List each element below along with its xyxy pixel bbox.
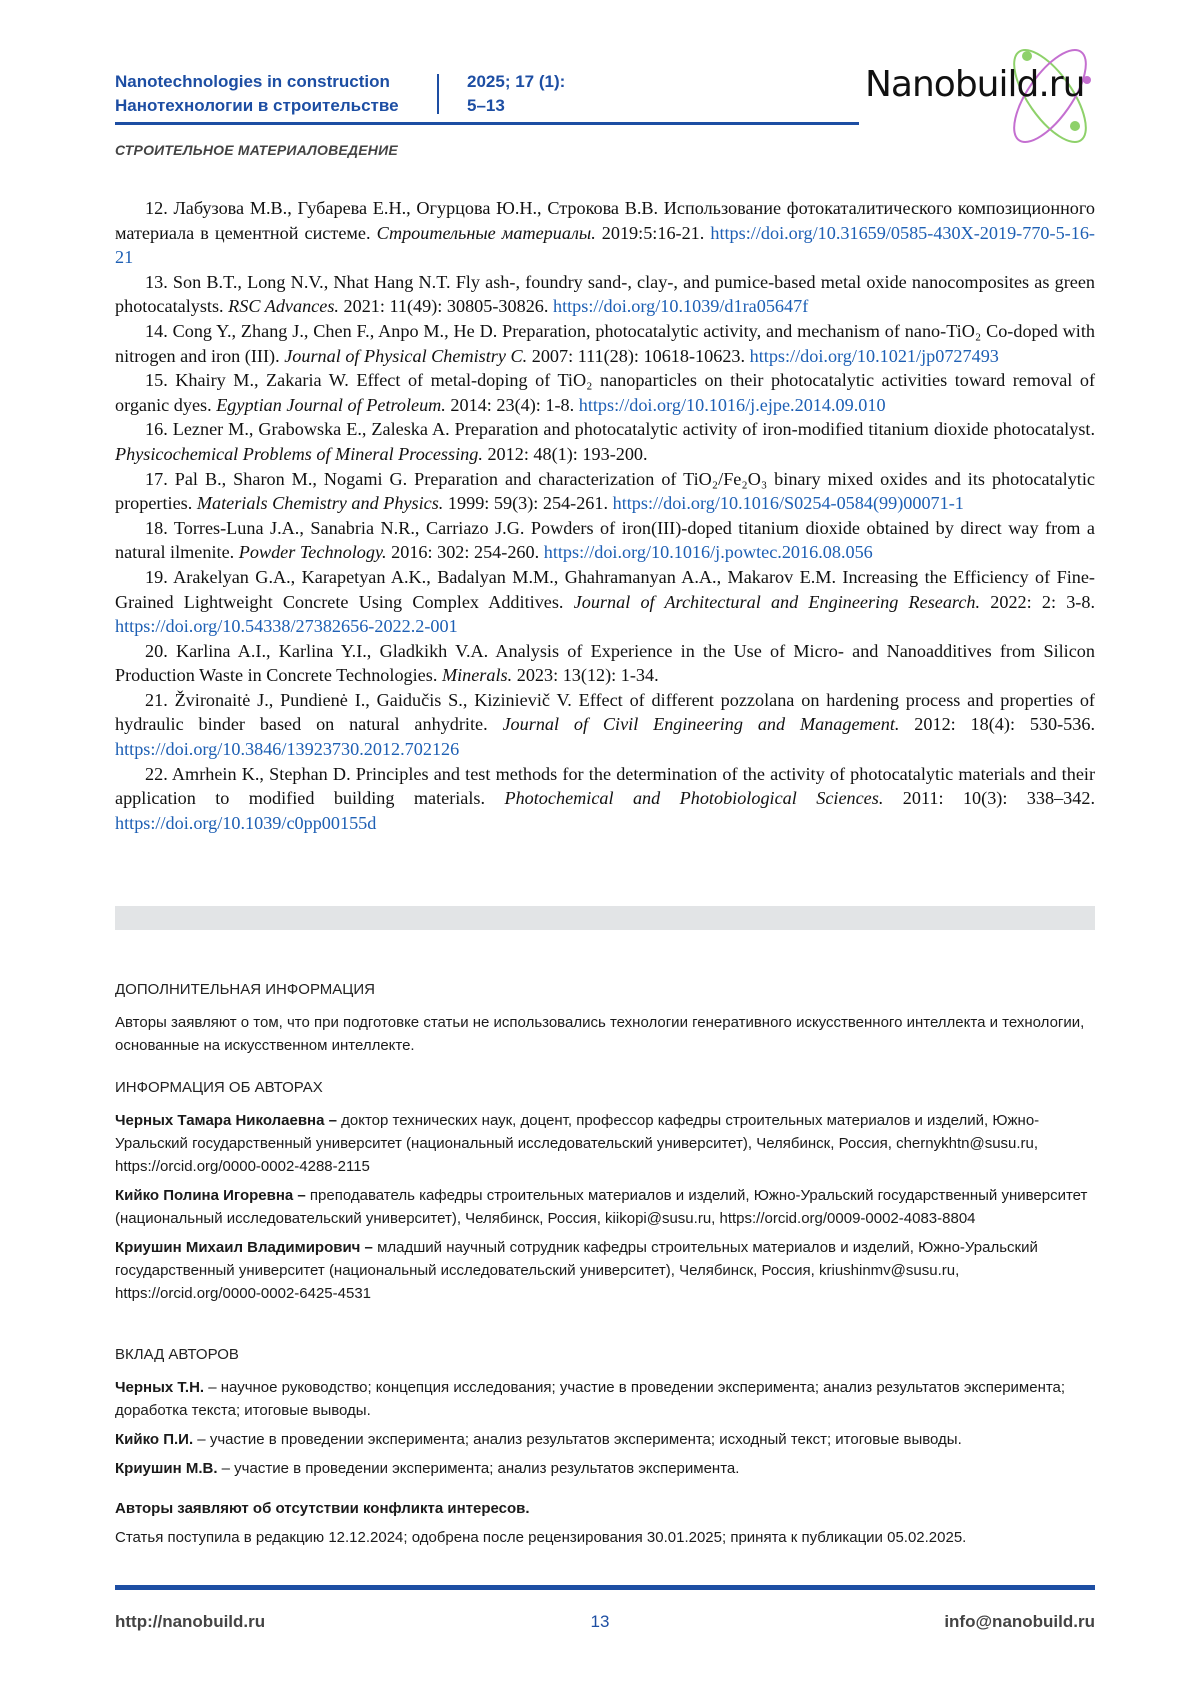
reference-item <box>115 565 1095 639</box>
authors-info <box>115 1076 1095 1311</box>
reference-item <box>115 319 1095 368</box>
nanobuild-logo <box>865 38 1105 158</box>
issue-pages: 5–13 <box>467 96 505 115</box>
conflict-text: Авторы заявляют об отсутствии конфликта интересов. <box>115 1500 530 1517</box>
reference-journal: Minerals. <box>441 665 513 686</box>
contribution-details: – участие в проведении эксперимента; анализ результатов эксперимента. <box>217 1460 740 1477</box>
reference-doi-link[interactable]: https://doi.org/10.3846/13923730.2012.702126 <box>115 739 460 760</box>
author-entry <box>115 1109 1095 1178</box>
reference-journal: Photochemical and Photobiological Sciences. <box>504 788 884 809</box>
reference-details: 2016: 302: 254-260. <box>386 542 544 563</box>
reference-text: 12. Лабузова М.В., Губарева Е.Н., Огурцова Ю.Н., Строкова В.В. Использование фотокаталитического композиционного материала в цементной системе. <box>115 198 1095 243</box>
reference-details: 2023: 13(12): 1-34. <box>512 665 659 686</box>
conflict-statement <box>115 1497 1095 1520</box>
footer-url[interactable]: http://nanobuild.ru <box>115 1612 266 1631</box>
footer-rule <box>115 1585 1095 1590</box>
author-details: младший научный сотрудник кафедры строительных материалов и изделий, Южно-Уральский государственный университет (национальный исследовательский университет), Челябинск, Россия, kriushinmv@susu.ru, https://orcid.org/0000-0002-6425-4531 <box>115 1239 1038 1302</box>
reference-text: 22. Amrhein K., Stephan D. Principles and test methods for the determination of the activity of photocatalytic materials and their application to modified building materials. <box>115 763 1095 809</box>
header-divider <box>437 74 439 114</box>
contribution-info <box>115 1343 1095 1486</box>
contributor-name: Криушин М.В. <box>115 1460 218 1477</box>
reference-journal: Строительные материалы. <box>376 222 596 243</box>
additional-info-heading: ДОПОЛНИТЕЛЬНАЯ ИНФОРМАЦИЯ <box>115 981 375 998</box>
reference-doi-link[interactable]: https://doi.org/10.1039/d1ra05647f <box>552 296 809 317</box>
reference-doi-link[interactable]: https://doi.org/10.1021/jp0727493 <box>749 345 999 366</box>
reference-text: 21. Žvironaitė J., Pundienė I., Gaidučis S., Kizinievič V. Effect of different pozzolana on hardening process and properties of hydraulic binder based on natural anhydrite. <box>115 689 1095 735</box>
reference-text: 14. Cong Y., Zhang J., Chen F., Anpo M., He D. Preparation, photocatalytic activity, and mechanism of nano-TiO₂ Co-doped with nitrogen and iron (III). <box>115 320 1095 366</box>
reference-item <box>115 762 1095 836</box>
journal-title <box>115 70 399 118</box>
reference-text: 17. Pal B., Sharon M., Nogami G. Preparation and characterization of TiO₂/Fe₂O₃ binary mixed oxides and its photocatalytic properties. <box>115 468 1095 514</box>
author-details: доктор технических наук, доцент, профессор кафедры строительных материалов и изделий, Южно-Уральский государственный университет (национальный исследовательский университет), Челябинск, Россия, chernykhtn@susu.ru, https://orcid.org/0000-0002-4288-2115 <box>115 1112 1040 1175</box>
reference-doi-link[interactable]: https://doi.org/10.1016/S0254-0584(99)00071-1 <box>612 493 964 514</box>
additional-info <box>115 978 1095 1063</box>
contribution-details: – участие в проведении эксперимента; анализ результатов эксперимента; исходный текст; итоговые выводы. <box>193 1431 962 1448</box>
author-details: преподаватель кафедры строительных материалов и изделий, Южно-Уральский государственный университет (национальный исследовательский университет), Челябинск, Россия, kiikopi@susu.ru, https://orcid.org/0009-0002-4083-8804 <box>115 1187 1088 1227</box>
additional-info-text: Авторы заявляют о том, что при подготовке статьи не использовались технологии генеративного искусственного интеллекта и технологии, основанные на искусственном интеллекте. <box>115 1014 1085 1054</box>
reference-text: 16. Lezner M., Grabowska E., Zaleska A. Preparation and photocatalytic activity of iron-modified titanium dioxide photocatalyst. <box>145 419 1095 440</box>
journal-title-en: Nanotechnologies in construction <box>115 72 390 91</box>
reference-journal: Egyptian Journal of Petroleum. <box>216 394 446 415</box>
header-rule <box>115 122 859 125</box>
section-label: СТРОИТЕЛЬНОЕ МАТЕРИАЛОВЕДЕНИЕ <box>115 142 398 158</box>
reference-journal: Journal of Architectural and Engineering Research. <box>573 591 981 612</box>
reference-details: 2014: 23(4): 1-8. <box>445 394 579 415</box>
reference-journal: Materials Chemistry and Physics. <box>196 493 444 514</box>
reference-item <box>115 516 1095 565</box>
journal-title-ru: Нанотехнологии в строительстве <box>115 96 399 115</box>
page-header <box>115 66 1095 126</box>
reference-details: 2012: 18(4): 530-536. <box>899 714 1096 735</box>
contribution-details: – научное руководство; концепция исследования; участие в проведении эксперимента; анализ результатов эксперимента; доработка текста; итоговые выводы. <box>115 1379 1066 1419</box>
reference-details: 2022: 2: 3-8. <box>980 591 1095 612</box>
contribution-heading: ВКЛАД АВТОРОВ <box>115 1346 239 1363</box>
issue-info <box>467 70 565 118</box>
author-name: Черных Тамара Николаевна – <box>115 1112 337 1129</box>
divider-band <box>115 906 1095 930</box>
footer-email[interactable]: info@nanobuild.ru <box>944 1612 1095 1631</box>
reference-journal: RSC Advances. <box>228 296 339 317</box>
author-entry <box>115 1236 1095 1305</box>
reference-text: 19. Arakelyan G.A., Karapetyan A.K., Badalyan M.M., Ghahramanyan A.A., Makarov E.M. Increasing the Efficiency of Fine-Grained Lightweight Concrete Using Complex Additives. <box>115 566 1095 612</box>
page-number: 13 <box>590 1612 610 1631</box>
reference-item <box>115 270 1095 319</box>
reference-doi-link[interactable]: https://doi.org/10.1016/j.powtec.2016.08.056 <box>543 542 873 563</box>
reference-details: 2007: 111(28): 10618-10623. <box>527 345 750 366</box>
reference-item <box>115 368 1095 417</box>
author-name: Кийко Полина Игоревна – <box>115 1187 306 1204</box>
reference-details: 2019:5:16-21. <box>595 222 711 243</box>
author-entry <box>115 1184 1095 1230</box>
contribution-entry <box>115 1457 1095 1480</box>
reference-item <box>115 467 1095 516</box>
reference-details: 2021: 11(49): 30805-30826. <box>338 296 553 317</box>
logo-wordmark: Nanobuild.ru <box>865 64 1085 105</box>
reference-item <box>115 639 1095 688</box>
contribution-entry <box>115 1428 1095 1451</box>
reference-item <box>115 417 1095 466</box>
article-status <box>115 1497 1095 1555</box>
reference-journal: Powder Technology. <box>238 542 387 563</box>
reference-list <box>115 196 1095 835</box>
reference-item <box>115 196 1095 270</box>
reference-item <box>115 688 1095 762</box>
reference-journal: Journal of Civil Engineering and Management. <box>502 714 900 735</box>
author-name: Криушин Михаил Владимирович – <box>115 1239 373 1256</box>
reference-details: 2012: 48(1): 193-200. <box>482 443 648 464</box>
reference-details: 2011: 10(3): 338–342. <box>883 788 1095 809</box>
authors-heading: ИНФОРМАЦИЯ ОБ АВТОРАХ <box>115 1079 323 1096</box>
reference-text: 15. Khairy M., Zakaria W. Effect of metal-doping of TiO₂ nanoparticles on their photocatalytic activities toward removal of organic dyes. <box>115 370 1095 415</box>
reference-text: 20. Karlina A.I., Karlina Y.I., Gladkikh V.A. Analysis of Experience in the Use of Micro- and Nanoadditives from Silicon Production Waste in Concrete Technologies. <box>115 640 1095 686</box>
issue-volume: 2025; 17 (1): <box>467 72 566 91</box>
reference-doi-link[interactable]: https://doi.org/10.31659/0585-430X-2019-770-5-16-21 <box>115 222 1095 268</box>
reference-journal: Physicochemical Problems of Mineral Processing. <box>115 443 483 464</box>
reference-text: 13. Son B.T., Long N.V., Nhat Hang N.T. Fly ash-, foundry sand-, clay-, and pumice-based metal oxide nanocomposites as green photocatalysts. <box>115 271 1095 317</box>
reference-journal: Journal of Physical Chemistry C. <box>284 345 528 366</box>
reference-text: 18. Torres-Luna J.A., Sanabria N.R., Carriazo J.G. Powders of iron(III)-doped titanium dioxide obtained by direct way from a natural ilmenite. <box>115 517 1095 563</box>
contribution-entry <box>115 1376 1095 1422</box>
reference-details: 1999: 59(3): 254-261. <box>443 493 613 514</box>
reference-doi-link[interactable]: https://doi.org/10.1016/j.ejpe.2014.09.010 <box>578 394 886 415</box>
contributor-name: Кийко П.И. <box>115 1431 194 1448</box>
reference-doi-link[interactable]: https://doi.org/10.1039/c0pp00155d <box>115 812 377 833</box>
reference-doi-link[interactable]: https://doi.org/10.54338/27382656-2022.2-001 <box>115 616 458 637</box>
article-dates: Статья поступила в редакцию 12.12.2024; одобрена после рецензирования 30.01.2025; принята к публикации 05.02.2025. <box>115 1529 967 1546</box>
contributor-name: Черных Т.Н. <box>115 1379 205 1396</box>
